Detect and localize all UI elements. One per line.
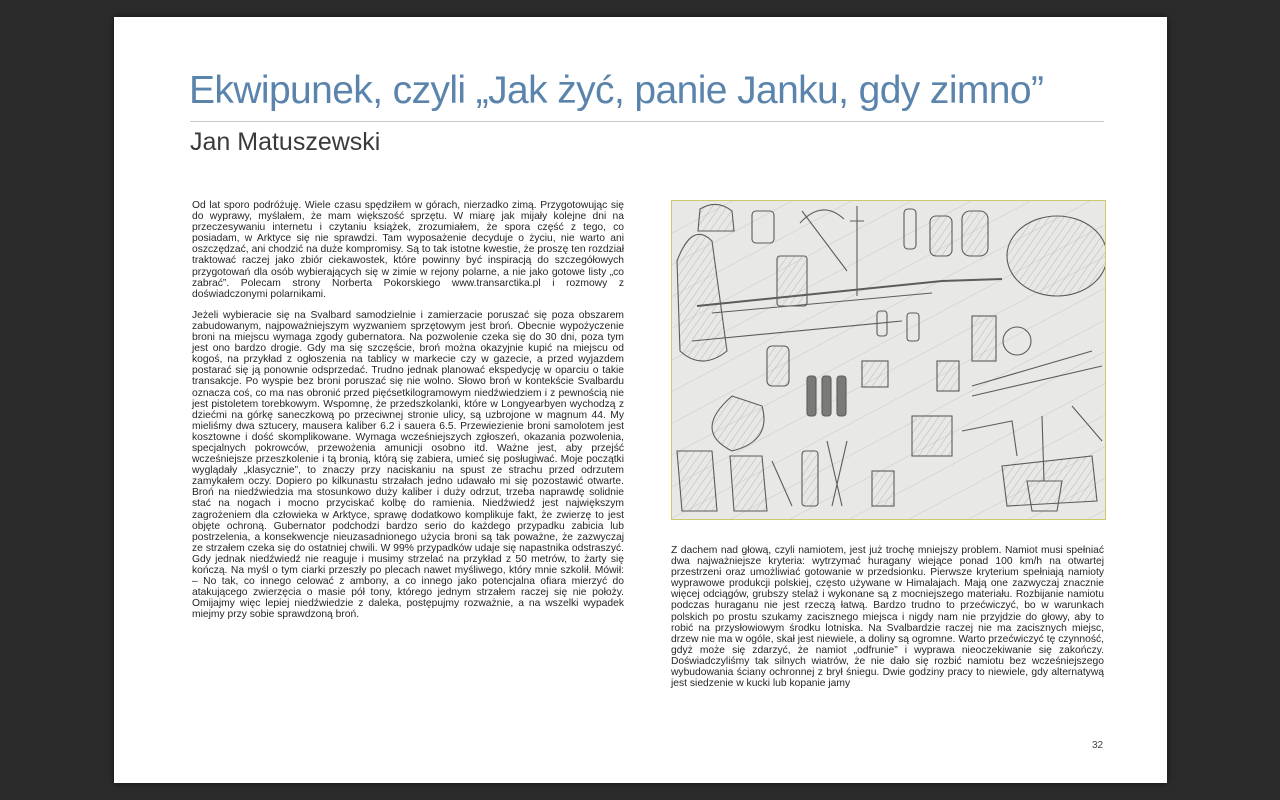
article-title: Ekwipunek, czyli „Jak żyć, panie Janku, gdy zimno” (189, 69, 1044, 112)
paragraph: Z dachem nad głową, czyli namiotem, jest już trochę mniejszy problem. Namiot musi spełniać dwa najważniejsze kryteria: wytrzymać huragany wiejące ponad 100 km/h na otwartej przestrzeni oraz umożliwiać gotowanie w przedsionku. Pierwsze kryterium spełniają namioty wyprawowe produkcji polskiej, często używane w Himalajach. Mają one zazwyczaj znacznie więcej odciągów, grubszy stelaż i wykonane są z mocniejszego materiału. Rozbijanie namiotu podczas huraganu nie jest rzeczą łatwą. Bardzo trudno to przećwiczyć, bo w warunkach polskich po prostu szukamy zacisznego miejsca i nigdy nam nie przyjdzie do głowy, aby to robić na przysłowiowym środku lotniska. Na Svalbardzie raczej nie ma zacisznych miejsc, drzew nie ma w ogóle, skał jest niewiele, a doliny są ogromne. Warto przećwiczyć tę czynność, gdyż może się zdarzyć, że namiot „odfrunie” i wyprawa nieoczekiwanie się zakończy. Doświadczyliśmy tak silnych wiatrów, że nie dało się rozbić namiotu bez wcześniejszego wybudowania ściany ochronnej z brył śniegu. Dwie godziny pracy to niewiele, gdy alternatywą jest siedzenie w kucki lub kopanie jamy (671, 545, 1104, 690)
paragraph: Jeżeli wybieracie się na Svalbard samodzielnie i zamierzacie poruszać się poza obszarem zabudowanym, najpoważniejszym wyzwaniem sprzętowym jest broń. Obecnie wypożyczenie broni na miejscu wymaga zgody gubernatora. Na pozwolenie czeka się do 30 dni, poza tym jest ono bardzo drogie. Gdy ma się szczęście, broń można okazyjnie kupić na miejscu od kogoś, na przykład z ogłoszenia na tablicy w markecie czy w gazecie, a przed wyjazdem postarać się ją ponownie odsprzedać. Trudno jednak planować ekspedycję w oparciu o takie transakcje. Po wyspie bez broni poruszać się nie wolno. Słowo broń w kontekście Svalbardu oznacza coś, co ma nas obronić przed pięćsetkilogramowym niedźwiedziem i z pewnością nie jest pistoletem torebkowym. Wspomnę, że przedszkolanki, które w Longyearbyen wychodzą z dziećmi na górkę saneczkową po przeciwnej stronie ulicy, są uzbrojone w magnum 44. My mieliśmy dwa sztucery, mausera kaliber 6.2 i sauera 6.5. Przewiezienie broni samolotem jest kosztowne i dość skomplikowane. Wymaga wcześniejszych zgłoszeń, okazania pozwolenia, specjalnych pokrowców, przewożenia amunicji osobno itd. Ważne jest, aby przejść wcześniejsze przeszkolenie i tą bronią, którą się zabiera, umieć się posługiwać. Moje początki wyglądały „klasycznie”, to znaczy przy naciskaniu na spust ze strachu przed odrzutem zamykałem oczy. Dopiero po kilkunastu strzałach jedno udawało mi się pozostawić otwarte. Broń na niedźwiedzia ma stosunkowo duży kaliber i duży odrzut, trzeba naprawdę solidnie stać na nogach i mocno przyciskać kolbę do ramienia. Niedźwiedź jest największym zagrożeniem dla człowieka w Arktyce, sprawę dodatkowo komplikuje fakt, że zwierzę to jest objęte ochroną. Gubernator podchodzi bardzo serio do każdego przypadku zabicia lub postrzelenia, a konsekwencje nieuzasadnionego użycia broni są tak poważne, że zazwyczaj ze strzałem czeka się do ostatniej chwili. W 99% przypadków udaje się napastnika odstraszyć. Gdy jednak niedźwiedź nie reaguje i musimy strzelać na przykład z 50 metrów, to żarty się kończą. Na myśl o tym ciarki przeszły po plecach nawet myśliwego, który mnie szkolił. Mówił: – No tak, co innego celować z ambony, a co innego jako potencjalna ofiara mierzyć do atakującego zwierzęcia o masie pół tony, którego jednym strzałem raczej się nie położy. Omijajmy więc lepiej niedźwiedzie z daleka, postępujmy rozważnie, a na wszelki wypadek miejmy przy sobie sprawdzoną broń. (192, 309, 624, 621)
equipment-illustration (671, 200, 1106, 520)
article-author: Jan Matuszewski (190, 128, 381, 156)
title-divider (190, 121, 1104, 122)
pencil-sketch-of-gear (672, 201, 1105, 519)
right-text-column (671, 545, 1104, 689)
document-page (114, 17, 1167, 783)
left-text-column (192, 200, 624, 620)
paragraph: Od lat sporo podróżuję. Wiele czasu spędziłem w górach, nierzadko zimą. Przygotowując się do wyprawy, myślałem, że mam większość sprzętu. W miarę jak mijały kolejne dni na przeczesywaniu internetu i czytaniu książek, zrozumiałem, że spora część z tego, co posiadam, w Arktyce się nie sprawdzi. Tam wyposażenie decyduje o życiu, nie warto ani oszczędzać, ani chodzić na duże kompromisy. Są to tak istotne kwestie, że proszę ten rozdział traktować raczej jako zbiór ciekawostek, które powinny być inspiracją do szczegółowych przygotowań dla osób wybierających się w zimie w rejony polarne, a nie jako gotowe listy „co zabrać”. Polecam strony Norberta Pokorskiego www.transarctika.pl i rozmowy z doświadczonymi polarnikami. (192, 200, 624, 300)
page-number: 32 (1092, 740, 1104, 751)
